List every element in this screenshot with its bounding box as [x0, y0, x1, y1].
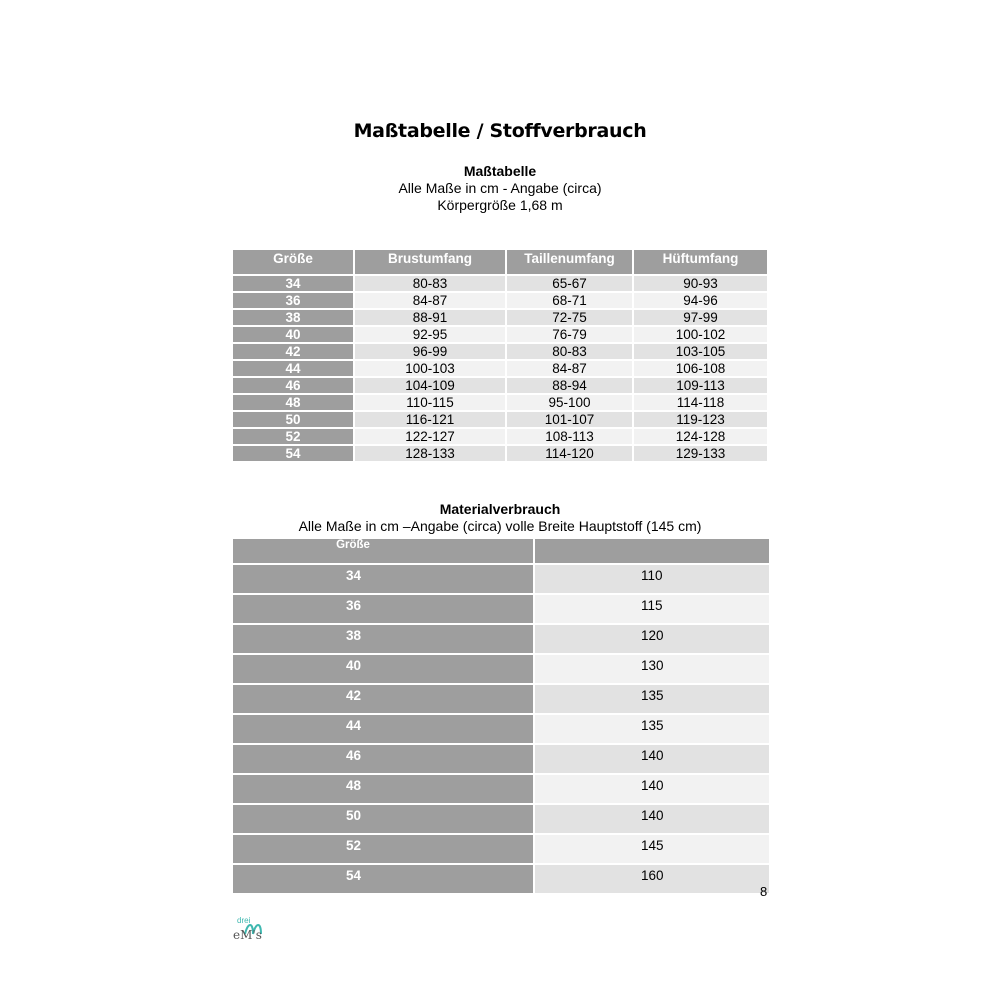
size-cell: 34 [233, 565, 533, 593]
size-cell: 44 [233, 361, 353, 376]
fabric-amount-cell: 140 [535, 745, 769, 773]
size-cell: 54 [233, 865, 533, 893]
table-row [233, 655, 769, 683]
size-cell: 52 [233, 429, 353, 444]
size-cell: 36 [233, 595, 533, 623]
size-cell: 34 [233, 276, 353, 291]
size-cell: 44 [233, 715, 533, 743]
column-header-hip: Hüftumfang [634, 250, 767, 274]
column-header-waist: Taillenumfang [507, 250, 632, 274]
table-row [233, 685, 769, 713]
measurement-cell: 114-118 [634, 395, 767, 410]
size-cell: 38 [233, 625, 533, 653]
size-cell: 36 [233, 293, 353, 308]
measurement-cell: 108-113 [507, 429, 632, 444]
size-cell: 46 [233, 378, 353, 393]
table-row [233, 446, 767, 461]
measurement-cell: 68-71 [507, 293, 632, 308]
measurement-cell: 109-113 [634, 378, 767, 393]
table-row [233, 715, 769, 743]
measurement-cell: 88-91 [355, 310, 505, 325]
material-table-header-row [233, 539, 769, 563]
page-title: Maßtabelle / Stoffverbrauch [353, 120, 647, 142]
material-table-subtitle: Alle Maße in cm –Angabe (circa) volle Breite Hauptstoff (145 cm) [298, 518, 702, 534]
table-row [233, 595, 769, 623]
measurement-cell: 101-107 [507, 412, 632, 427]
size-cell: 52 [233, 835, 533, 863]
size-table [231, 248, 769, 463]
logo-top-text: drei [237, 916, 251, 925]
measurement-cell: 95-100 [507, 395, 632, 410]
page-number: 8 [760, 884, 768, 899]
material-table-title: Materialverbrauch [439, 501, 561, 517]
table-row [233, 395, 767, 410]
size-cell: 40 [233, 327, 353, 342]
fabric-amount-cell: 140 [535, 775, 769, 803]
table-row [233, 276, 767, 291]
logo-main-text: eM's [233, 928, 262, 942]
fabric-amount-cell: 110 [535, 565, 769, 593]
table-row [233, 775, 769, 803]
measurement-cell: 72-75 [507, 310, 632, 325]
fabric-amount-cell: 135 [535, 685, 769, 713]
measurement-cell: 96-99 [355, 344, 505, 359]
size-cell: 42 [233, 344, 353, 359]
table-row [233, 378, 767, 393]
table-row [233, 344, 767, 359]
measurement-cell: 119-123 [634, 412, 767, 427]
measurement-cell: 80-83 [355, 276, 505, 291]
measurement-cell: 90-93 [634, 276, 767, 291]
table-row [233, 412, 767, 427]
measurement-cell: 92-95 [355, 327, 505, 342]
measurement-cell: 104-109 [355, 378, 505, 393]
fabric-amount-cell: 120 [535, 625, 769, 653]
size-cell: 50 [233, 412, 353, 427]
size-table-header-row [233, 250, 767, 274]
table-row [233, 361, 767, 376]
size-cell: 38 [233, 310, 353, 325]
table-row [233, 835, 769, 863]
table-row [233, 310, 767, 325]
fabric-amount-cell: 140 [535, 805, 769, 833]
size-cell: 48 [233, 395, 353, 410]
table-row [233, 805, 769, 833]
size-cell: 48 [233, 775, 533, 803]
size-cell: 50 [233, 805, 533, 833]
measurement-cell: 100-102 [634, 327, 767, 342]
measurement-cell: 88-94 [507, 378, 632, 393]
size-cell: 40 [233, 655, 533, 683]
table-row [233, 745, 769, 773]
size-table-title: Maßtabelle [463, 163, 537, 179]
measurement-cell: 129-133 [634, 446, 767, 461]
column-header-size: Größe [233, 250, 353, 274]
material-table-heading [0, 501, 1000, 535]
logo [231, 912, 291, 942]
fabric-amount-cell: 135 [535, 715, 769, 743]
fabric-amount-cell: 145 [535, 835, 769, 863]
measurement-cell: 84-87 [355, 293, 505, 308]
measurement-cell: 128-133 [355, 446, 505, 461]
measurement-cell: 116-121 [355, 412, 505, 427]
measurement-cell: 124-128 [634, 429, 767, 444]
fabric-amount-cell: 115 [535, 595, 769, 623]
measurement-cell: 84-87 [507, 361, 632, 376]
column-header-amount [535, 539, 769, 563]
column-header-size: Größe [233, 539, 533, 563]
measurement-cell: 65-67 [507, 276, 632, 291]
measurement-cell: 80-83 [507, 344, 632, 359]
measurement-cell: 100-103 [355, 361, 505, 376]
measurement-cell: 106-108 [634, 361, 767, 376]
measurement-cell: 94-96 [634, 293, 767, 308]
measurement-cell: 110-115 [355, 395, 505, 410]
table-row [233, 865, 769, 893]
table-row [233, 625, 769, 653]
fabric-amount-cell: 160 [535, 865, 769, 893]
column-header-bust: Brustumfang [355, 250, 505, 274]
measurement-cell: 114-120 [507, 446, 632, 461]
fabric-amount-cell: 130 [535, 655, 769, 683]
measurement-cell: 122-127 [355, 429, 505, 444]
measurement-cell: 97-99 [634, 310, 767, 325]
table-row [233, 293, 767, 308]
size-table-subtitle-2: Körpergröße 1,68 m [437, 197, 563, 213]
measurement-cell: 76-79 [507, 327, 632, 342]
size-cell: 54 [233, 446, 353, 461]
measurement-cell: 103-105 [634, 344, 767, 359]
table-row [233, 565, 769, 593]
size-table-heading [0, 163, 1000, 214]
size-cell: 42 [233, 685, 533, 713]
table-row [233, 429, 767, 444]
material-table [231, 537, 771, 895]
size-cell: 46 [233, 745, 533, 773]
table-row [233, 327, 767, 342]
size-table-subtitle-1: Alle Maße in cm - Angabe (circa) [398, 180, 602, 196]
